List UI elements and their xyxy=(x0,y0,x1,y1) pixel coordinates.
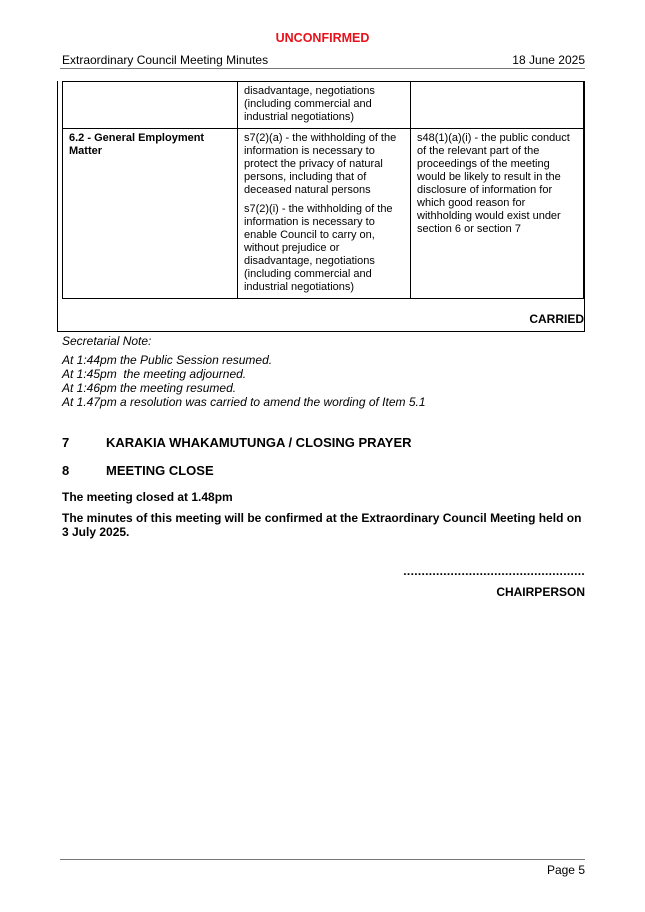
reason-paragraph: s7(2)(a) - the withholding of the information is necessary to protect the privacy of natural persons, including that of deceased natural persons xyxy=(243,132,397,196)
footer-divider xyxy=(60,859,585,860)
reason-paragraph: disadvantage, negotiations (including commercial and industrial negotiations) xyxy=(243,85,375,123)
signature-line: .................................................. xyxy=(403,564,585,578)
meeting-closed-text: The meeting closed at 1.48pm xyxy=(62,490,233,504)
header-divider xyxy=(60,68,585,69)
table-cell-reason xyxy=(237,82,410,129)
table-row xyxy=(63,82,584,129)
section-number: 8 xyxy=(62,463,70,478)
header-date: 18 June 2025 xyxy=(512,53,585,67)
secretarial-note-heading: Secretarial Note: xyxy=(62,334,152,348)
header-title: Extraordinary Council Meeting Minutes xyxy=(62,53,269,67)
table-cell-reason xyxy=(237,129,410,299)
signature-role: CHAIRPERSON xyxy=(496,585,585,599)
section-heading-meeting-close: MEETING CLOSE xyxy=(106,463,214,478)
table-cell-subject: 6.2 - General Employment Matter xyxy=(63,129,238,299)
minutes-confirmation-text: The minutes of this meeting will be confirmed at the Extraordinary Council Meeting held on 3 July 2025. xyxy=(62,511,582,539)
table-cell-subject xyxy=(63,82,238,129)
secretarial-note-line: At 1:44pm the Public Session resumed. xyxy=(62,353,273,367)
page-number: Page 5 xyxy=(546,863,585,877)
unconfirmed-banner: UNCONFIRMED xyxy=(275,31,370,45)
secretarial-note-line: At 1.47pm a resolution was carried to amend the wording of Item 5.1 xyxy=(62,395,426,409)
secretarial-note-line: At 1:45pm the meeting adjourned. xyxy=(62,367,247,381)
exclusion-grounds-table xyxy=(62,81,584,299)
table-row xyxy=(63,129,584,299)
table-cell-ground: s48(1)(a)(i) - the public conduct of the relevant part of the proceedings of the meeting would be likely to result in the disclosure of information for which good reason for withholding would exist under section 6 or section 7 xyxy=(411,129,584,299)
section-number: 7 xyxy=(62,435,70,450)
section-heading-closing-prayer: KARAKIA WHAKAMUTUNGA / CLOSING PRAYER xyxy=(106,435,412,450)
secretarial-note-line: At 1:46pm the meeting resumed. xyxy=(62,381,237,395)
table-cell-ground xyxy=(411,82,584,129)
carried-label: CARRIED xyxy=(529,312,584,326)
reason-paragraph: s7(2)(i) - the withholding of the information is necessary to enable Council to carry on, without prejudice or disadvantage, negotiations (including commercial and industrial negotiations) xyxy=(243,203,393,293)
